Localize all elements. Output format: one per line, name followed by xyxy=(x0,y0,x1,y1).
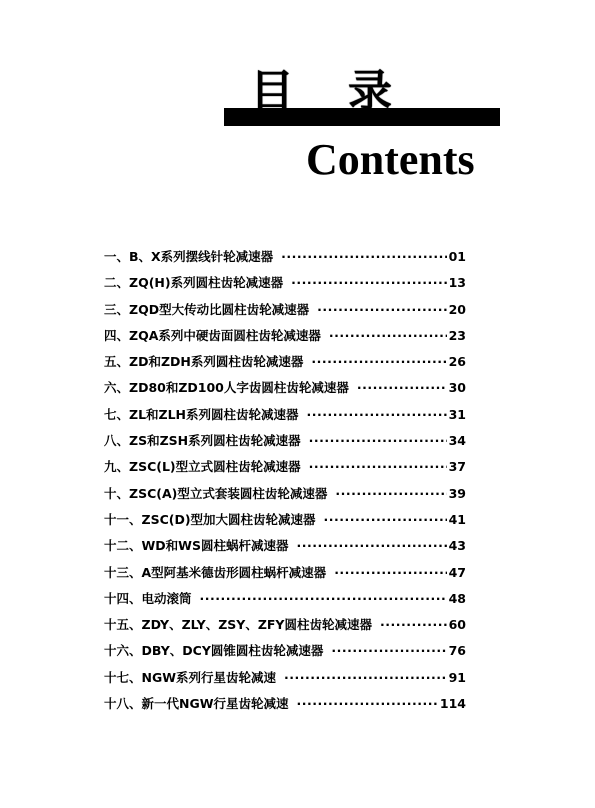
toc-entry-label: 十七、NGW系列行星齿轮减速 xyxy=(104,669,277,685)
toc-entry-page: 43 xyxy=(448,538,466,554)
toc-entry-label: 十五、ZDY、ZLY、ZSY、ZFY圆柱齿轮减速器 xyxy=(104,617,372,633)
toc-entry-page: 34 xyxy=(448,433,466,449)
toc-entry[interactable] xyxy=(104,405,466,431)
toc-leader-dots xyxy=(309,459,447,474)
toc-entry-page: 47 xyxy=(448,564,466,580)
toc-leader-dots xyxy=(324,512,447,527)
toc-entry-label: 六、ZD80和ZD100人字齿圆柱齿轮减速器 xyxy=(104,380,349,396)
toc-leader-dots xyxy=(357,380,447,395)
page-header xyxy=(0,0,595,200)
toc-entry-page: 26 xyxy=(448,354,466,370)
toc-entry-label: 九、ZSC(L)型立式圆柱齿轮减速器 xyxy=(104,459,301,475)
toc-entry[interactable] xyxy=(104,326,466,352)
toc-entry-page: 91 xyxy=(448,669,466,685)
toc-entry-page: 37 xyxy=(448,459,466,475)
toc-entry[interactable] xyxy=(104,510,466,536)
toc-entry-label: 四、ZQA系列中硬齿面圆柱齿轮减速器 xyxy=(104,327,321,343)
title-chinese-char-1: 目 xyxy=(250,66,294,117)
toc-entry-page: 23 xyxy=(448,327,466,343)
toc-entry[interactable] xyxy=(104,457,466,483)
toc-entry-page: 20 xyxy=(448,301,466,317)
toc-leader-dots xyxy=(296,538,446,553)
toc-entry[interactable] xyxy=(104,563,466,589)
toc-entry[interactable] xyxy=(104,300,466,326)
toc-leader-dots xyxy=(297,696,438,711)
toc-leader-dots xyxy=(200,591,447,606)
toc-leader-dots xyxy=(291,275,447,290)
toc-entry[interactable] xyxy=(104,273,466,299)
toc-entry-label: 十六、DBY、DCY圆锥圆柱齿轮减速器 xyxy=(104,643,324,659)
toc-entry-page: 31 xyxy=(448,406,466,422)
title-english: Contents xyxy=(306,135,475,184)
toc-leader-dots xyxy=(317,302,447,317)
toc-entry-page: 76 xyxy=(448,643,466,659)
toc-entry[interactable] xyxy=(104,352,466,378)
toc-entry-label: 十三、A型阿基米德齿形圆柱蜗杆减速器 xyxy=(104,564,327,580)
toc-entry-label: 八、ZS和ZSH系列圆柱齿轮减速器 xyxy=(104,433,301,449)
toc-entry[interactable] xyxy=(104,431,466,457)
toc-entry[interactable] xyxy=(104,694,466,720)
toc-entry-label: 五、ZD和ZDH系列圆柱齿轮减速器 xyxy=(104,354,304,370)
toc-leader-dots xyxy=(309,433,447,448)
toc-leader-dots xyxy=(307,407,447,422)
toc-entry[interactable] xyxy=(104,247,466,273)
toc-entry[interactable] xyxy=(104,589,466,615)
toc-entry-page: 01 xyxy=(448,249,466,264)
toc-entry-label: 十、ZSC(A)型立式套装圆柱齿轮减速器 xyxy=(104,485,328,501)
toc-entry[interactable] xyxy=(104,641,466,667)
toc-entry-page: 48 xyxy=(448,590,466,606)
table-of-contents xyxy=(104,247,466,720)
toc-entry-label: 十一、ZSC(D)型加大圆柱齿轮减速器 xyxy=(104,511,316,527)
toc-entry[interactable] xyxy=(104,536,466,562)
toc-leader-dots xyxy=(281,249,446,264)
toc-entry-label: 七、ZL和ZLH系列圆柱齿轮减速器 xyxy=(104,406,299,422)
toc-entry-label: 二、ZQ(H)系列圆柱齿轮减速器 xyxy=(104,275,284,291)
toc-entry-label: 十二、WD和WS圆柱蜗杆减速器 xyxy=(104,538,289,554)
toc-entry-page: 30 xyxy=(448,380,466,396)
toc-entry[interactable] xyxy=(104,668,466,694)
toc-leader-dots xyxy=(329,328,447,343)
toc-leader-dots xyxy=(334,565,446,580)
toc-entry-page: 13 xyxy=(448,275,466,291)
toc-entry-label: 一、B、X系列摆线针轮减速器 xyxy=(104,249,274,264)
toc-entry-page: 114 xyxy=(439,696,466,712)
toc-entry-label: 三、ZQD型大传动比圆柱齿轮减速器 xyxy=(104,301,310,317)
toc-leader-dots xyxy=(284,670,447,685)
toc-leader-dots xyxy=(311,354,446,369)
toc-entry-page: 60 xyxy=(448,617,466,633)
toc-leader-dots xyxy=(331,643,446,658)
toc-entry-label: 十四、电动滚筒 xyxy=(104,590,192,606)
toc-entry[interactable] xyxy=(104,615,466,641)
toc-entry[interactable] xyxy=(104,484,466,510)
toc-leader-dots xyxy=(335,486,446,501)
toc-entry[interactable] xyxy=(104,378,466,404)
toc-entry-label: 十八、新一代NGW行星齿轮减速 xyxy=(104,696,289,712)
toc-entry-page: 41 xyxy=(448,511,466,527)
toc-entry-page: 39 xyxy=(448,485,466,501)
toc-leader-dots xyxy=(380,617,447,632)
title-chinese-char-2: 录 xyxy=(348,66,392,117)
